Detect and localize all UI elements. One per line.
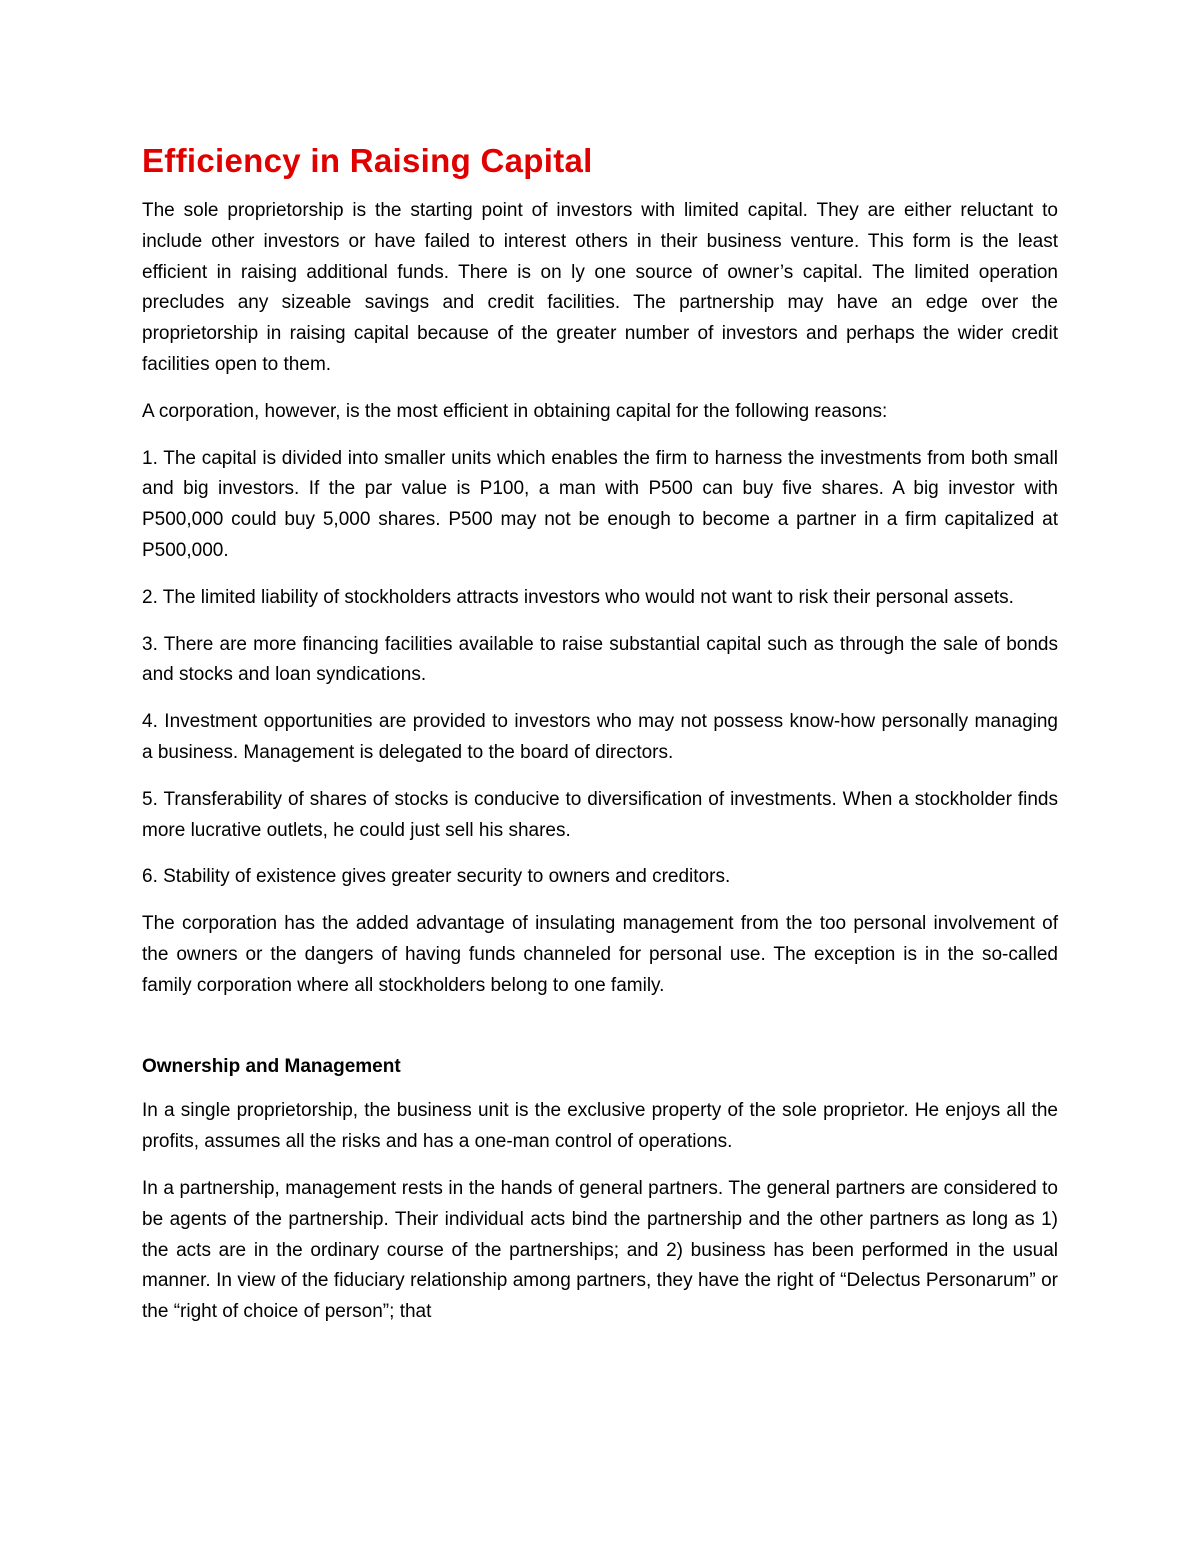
reason-item-6: 6. Stability of existence gives greater security to owners and creditors.: [142, 866, 731, 888]
section-spacer: [142, 1018, 1058, 1052]
reason-item-4: 4. Investment opportunities are provided to investors who may not possess know-how personally managing a business. Management is delegated to the board of directors.: [142, 711, 1058, 763]
ownership-paragraph-2: In a partnership, management rests in the hands of general partners. The general partners are considered to be agents of the partnership. Their individual acts bind the partnership and the other partners as long as 1) the acts are in the ordinary course of the partnerships; and 2) business has been performed in the usual manner. In view of the fiduciary relationship among partners, they have the right of “Delectus Personarum” or the “right of choice of person”; that: [142, 1177, 1058, 1323]
reason-item-3: 3. There are more financing facilities available to raise substantial capital such as through the sale of bonds and stocks and loan syndications.: [142, 633, 1058, 686]
corporation-advantage-paragraph: The corporation has the added advantage of insulating management from the too personal involvement of the owners or the dangers of having funds channeled for personal use. The exception is in the so-called family corporation where all stockholders belong to one family.: [142, 913, 1058, 996]
corporation-lead-paragraph: A corporation, however, is the most efficient in obtaining capital for the following reasons:: [142, 400, 888, 422]
reason-item-1: 1. The capital is divided into smaller units which enables the firm to harness the investments from both small and big investors. If the par value is P100, a man with P500 can buy five shares. A big investor with P500,000 could buy 5,000 shares. P500 may not be enough to become a partner in a firm capitalized at P500,000.: [142, 447, 1058, 561]
ownership-paragraph-1: In a single proprietorship, the business unit is the exclusive property of the sole proprietor. He enjoys all the profits, assumes all the risks and has a one-man control of operations.: [142, 1100, 1058, 1153]
ownership-heading: Ownership and Management: [142, 1055, 401, 1077]
intro-paragraph: The sole proprietorship is the starting point of investors with limited capital. They are either reluctant to include other investors or have failed to interest others in their business venture. This form is the least efficient in raising additional funds. There is on ly one source of owner’s capital. The limited operation precludes any sizeable savings and credit facilities. The partnership may have an edge over the proprietorship in raising capital because of the greater number of investors and perhaps the wider credit facilities open to them.: [142, 200, 1058, 375]
reason-item-2: 2. The limited liability of stockholders attracts investors who would not want to risk their personal assets.: [142, 586, 1014, 608]
document-page: [142, 138, 1058, 1344]
reason-item-5: 5. Transferability of shares of stocks is conducive to diversification of investments. When a stockholder finds more lucrative outlets, he could just sell his shares.: [142, 788, 1058, 841]
page-title: Efficiency in Raising Capital: [142, 142, 593, 179]
